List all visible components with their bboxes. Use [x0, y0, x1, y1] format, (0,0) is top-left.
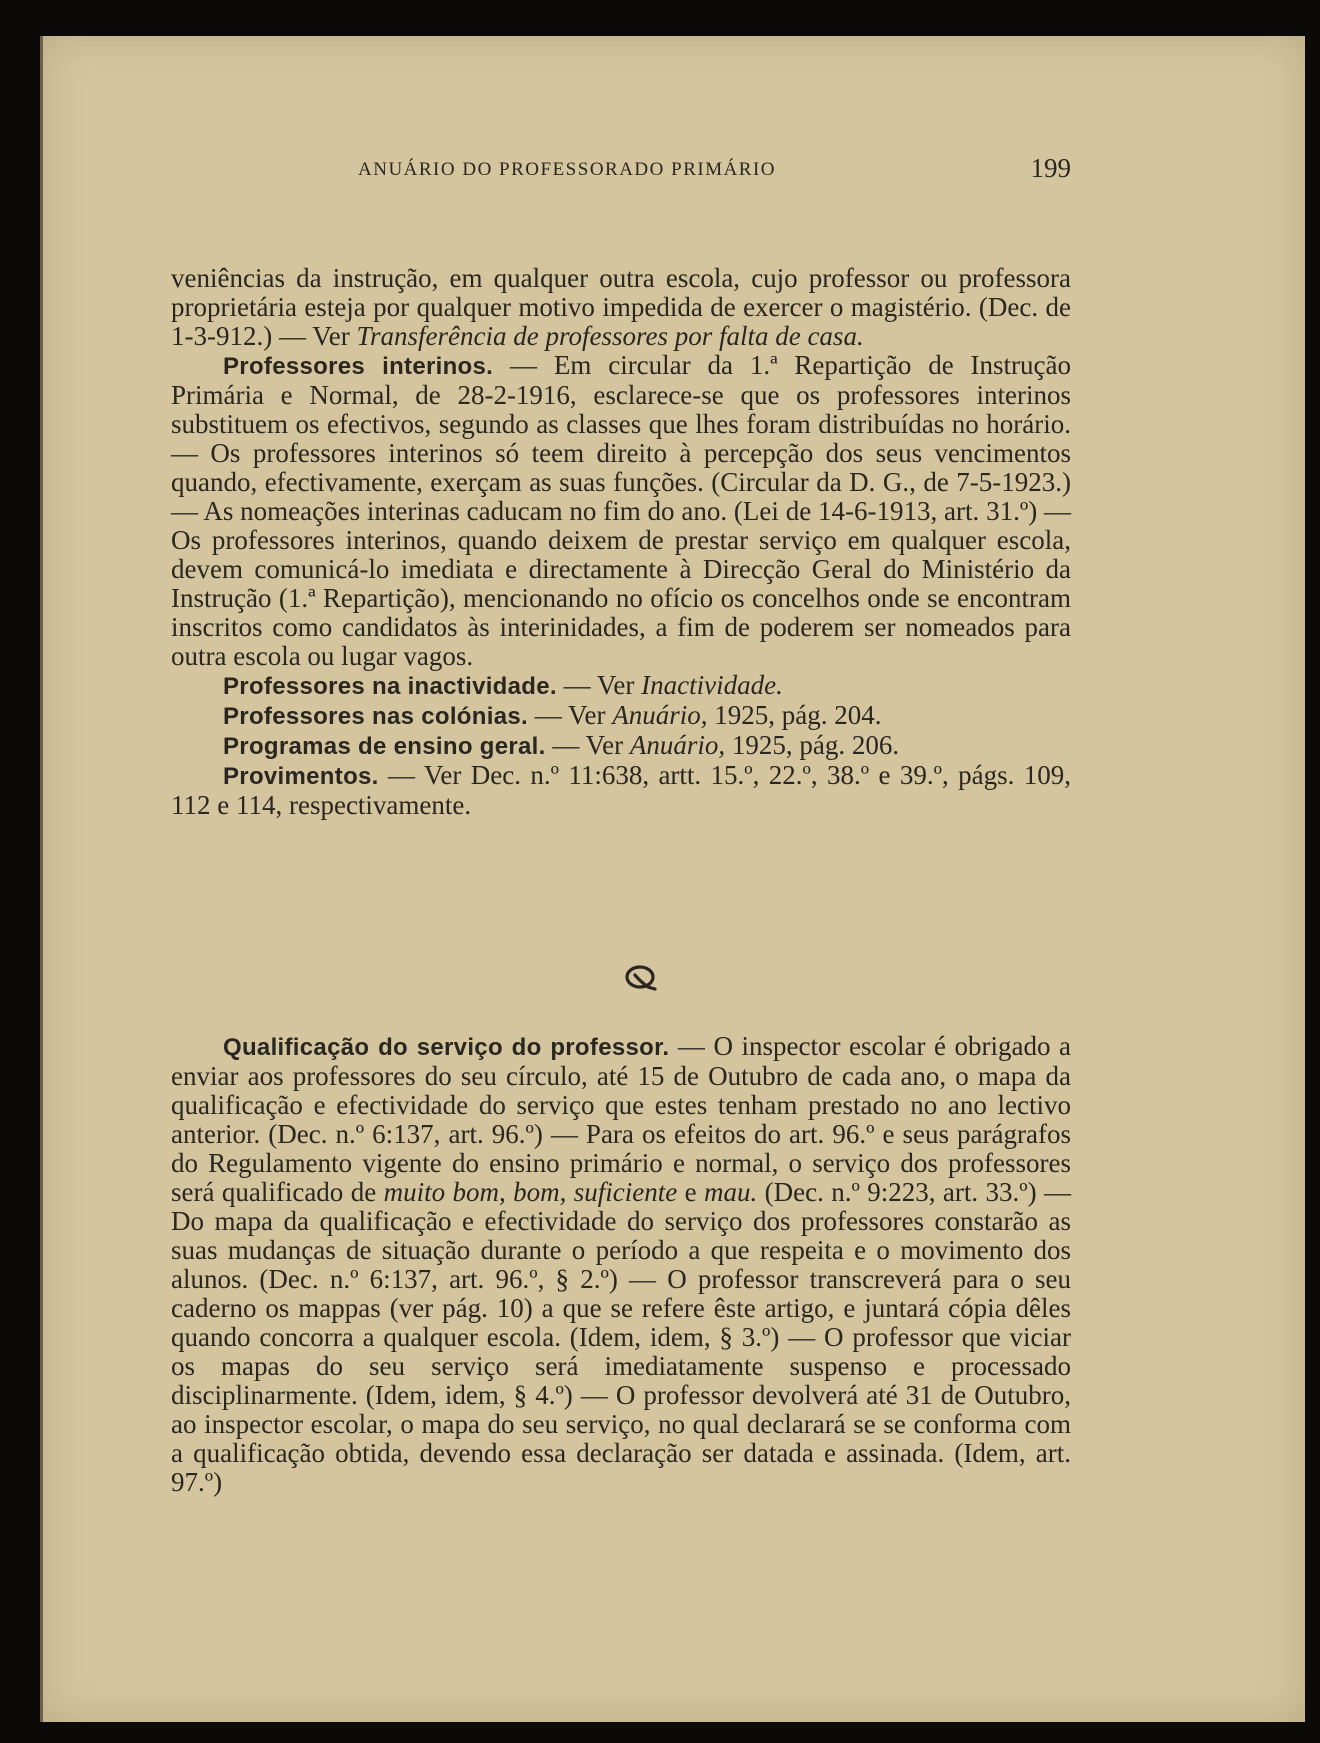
section-professores [171, 264, 1071, 820]
entry-term: Professores nas colónias. [223, 703, 528, 730]
entry-provimentos [171, 761, 1071, 820]
entry-text: — Ver [527, 700, 613, 730]
cross-reference: Anuário, [629, 730, 726, 760]
entry-term: Qualificação do serviço do professor. [223, 1034, 670, 1061]
cross-reference: Transferência de professores por falta de casa. [356, 321, 864, 351]
book-page [40, 36, 1305, 1722]
entry-term: Programas de ensino geral. [223, 733, 546, 760]
entry-term: Professores na inactividade. [223, 673, 557, 700]
entry-professores-interinos [171, 351, 1071, 671]
page-number: 199 [1030, 153, 1071, 183]
entry-text: (Dec. n.º 9:223, art. 33.º) — Do mapa da qualificação e efectividade do serviço dos professores constarão as suas mudanças de situação durante o período a que respeita e o movimento dos alunos. (Dec. n.º 6:137, art. 96.º, § 2.º) — O professor transcreverá para o seu caderno os mappas (ver pág. 10) a que se refere êste artigo, e juntará cópia dêles quando concorra a qualquer escola. (Idem, idem, § 3.º) — O professor que viciar os mapas do seu serviço será imediatamente suspenso e processado disciplinarmente. (Idem, idem, § 4.º) — O professor devolverá até 31 de Outubro, ao inspector escolar, o mapa do seu serviço, no qual declarará se se conforma com a qualificação obtida, devendo essa declaração ser datada e assinada. (Idem, art. 97.º) [171, 1177, 1071, 1497]
section-qualificacao [171, 1032, 1071, 1497]
entry-term: Professores interinos. [223, 353, 494, 380]
qualification-term-mau: mau. [703, 1177, 758, 1207]
qualification-terms: muito bom, bom, suficiente [383, 1177, 678, 1207]
entry-text: — O inspector escolar é obrigado a enviar aos professores do seu círculo, até 15 de Outubro de cada ano, o mapa da qualificação e efectividade do serviço que estes tenham prestado no ano lectivo anterior. (Dec. n.º 6:137, art. 96.º) — Para os efeitos do art. 96.º e seus parágrafos do Regulamento vigente do ensino primário e normal, o serviço dos professores será qualificado de [171, 1031, 1071, 1207]
entry-text: e [677, 1177, 704, 1207]
running-title: ANUÁRIO DO PROFESSORADO PRIMÁRIO [358, 159, 777, 180]
entry-qualificacao-do-servico [171, 1032, 1071, 1497]
entry-text: — Ver Dec. n.º 11:638, artt. 15.º, 22.º, 38.º e 39.º, págs. 109, 112 e 114, respectivamente. [171, 760, 1071, 820]
entry-term: Provimentos. [223, 763, 379, 790]
running-head [358, 149, 1071, 189]
entry-professores-na-inactividade [171, 671, 1071, 701]
cross-reference: Anuário, [612, 700, 708, 730]
continuation-paragraph [171, 264, 1071, 351]
paragraph-text: veniências da instrução, em qualquer outra escola, cujo professor ou professora proprietária esteja por qualquer motivo impedida de exercer o magistério. (Dec. de 1-3-912.) — Ver [171, 263, 1071, 351]
entry-professores-nas-colonias [171, 701, 1071, 731]
entry-text: — Em circular da 1.ª Repartição de Instrução Primária e Normal, de 28-2-1916, esclarece-se que os professores interinos substituem os efectivos, segundo as classes que lhes foram distribuídas no horário. — Os professores interinos só teem direito à percepção dos seus vencimentos quando, efectivamente, exerçam as suas funções. (Circular da D. G., de 7-5-1923.) — As nomeações interinas caducam no fim do ano. (Lei de 14-6-1913, art. 31.º) — Os professores interinos, quando deixem de prestar serviço em qualquer escola, devem comunicá-lo imediata e directamente à Direcção Geral do Ministério da Instrução (1.ª Repartição), mencionando no ofício os concelhos onde se encontram inscritos como candidatos às interinidades, a fim de poderem ser nomeados para outra escola ou lugar vagos. [171, 350, 1071, 671]
entry-text: — Ver [556, 670, 642, 700]
entry-text-after: 1925, pág. 206. [725, 730, 900, 760]
entry-text: — Ver [545, 730, 630, 760]
cross-reference: Inactividade. [641, 670, 783, 700]
letter-q-ornament-icon [623, 964, 659, 992]
entry-text-after: 1925, pág. 204. [707, 700, 882, 730]
entry-programas-de-ensino-geral [171, 731, 1071, 761]
